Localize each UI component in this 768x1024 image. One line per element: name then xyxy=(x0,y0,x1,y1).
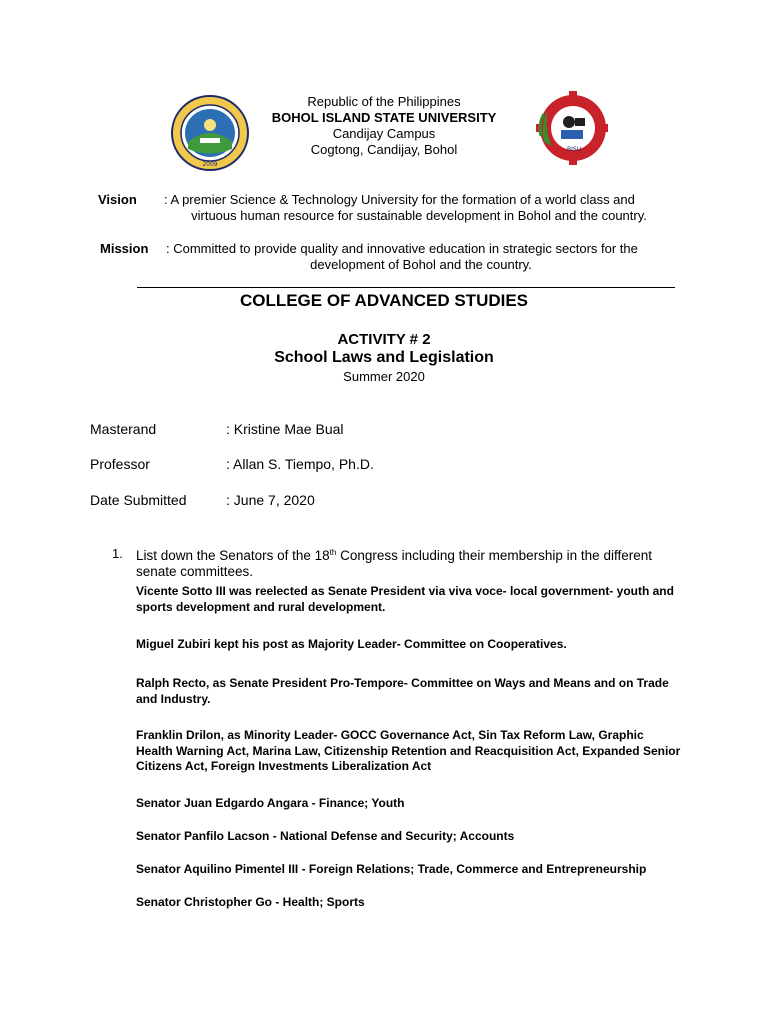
vision-text-line1: : A premier Science & Technology University for the formation of a world class and xyxy=(164,192,635,207)
svg-text:2009: 2009 xyxy=(202,161,218,168)
college-title: COLLEGE OF ADVANCED STUDIES xyxy=(239,291,529,310)
mission-text-line2: development of Bohol and the country. xyxy=(310,257,532,272)
professor-label: Professor xyxy=(90,456,150,472)
answer-recto: Ralph Recto, as Senate President Pro-Tempore- Committee on Ways and Means and on Trade and Industry. xyxy=(136,676,669,706)
date-submitted-value: : June 7, 2020 xyxy=(226,492,315,508)
answer-pimentel: Senator Aquilino Pimentel III - Foreign Relations; Trade, Commerce and Entrepreneurship xyxy=(136,862,647,876)
question-text-a: List down the Senators of the 18 xyxy=(136,548,330,563)
answer-angara: Senator Juan Edgardo Angara - Finance; Youth xyxy=(136,796,405,810)
masterand-label: Masterand xyxy=(90,421,157,437)
question-text-b: Congress including their membership in the different senate committees. xyxy=(136,548,652,579)
subject-title: School Laws and Legislation xyxy=(274,349,494,366)
answer-zubiri: Miguel Zubiri kept his post as Majority Leader- Committee on Cooperatives. xyxy=(136,637,567,651)
professor-value: : Allan S. Tiempo, Ph.D. xyxy=(226,456,374,472)
answer-go: Senator Christopher Go - Health; Sports xyxy=(136,895,365,909)
term-text: Summer 2020 xyxy=(343,369,425,384)
vision-label: Vision xyxy=(98,192,137,207)
campus-address: Cogtong, Candijay, Bohol xyxy=(310,142,458,157)
answer-drilon: Franklin Drilon, as Minority Leader- GOCC Governance Act, Sin Tax Reform Law, Graphic Health Warning Act, Marina Law, Citizenship Retention and Reacquisition Act, Expanded Senior Citizens Act, Foreign Investments Liberalization Act xyxy=(136,728,681,773)
question-number: 1. xyxy=(112,546,123,561)
svg-text:BISU: BISU xyxy=(566,146,582,153)
masterand-value: : Kristine Mae Bual xyxy=(226,421,344,437)
answer-sotto: Vicente Sotto III was reelected as Senate President via viva voce- local government- youth and sports development and rural development. xyxy=(136,584,674,614)
campus-name: Candijay Campus xyxy=(332,126,436,141)
question-text xyxy=(136,545,681,580)
header-divider xyxy=(137,287,675,288)
mission-label: Mission xyxy=(100,241,149,256)
date-submitted-label: Date Submitted xyxy=(90,492,187,508)
answer-lacson: Senator Panfilo Lacson - National Defense and Security; Accounts xyxy=(136,829,515,843)
question-superscript: th xyxy=(329,548,337,557)
university-name: BOHOL ISLAND STATE UNIVERSITY xyxy=(271,110,497,125)
activity-title: ACTIVITY # 2 xyxy=(337,331,431,348)
vision-text-line2: virtuous human resource for sustainable development in Bohol and the country. xyxy=(191,208,647,223)
republic-text: Republic of the Philippines xyxy=(307,94,461,109)
mission-text-line1: : Committed to provide quality and innovative education in strategic sectors for the xyxy=(166,241,638,256)
